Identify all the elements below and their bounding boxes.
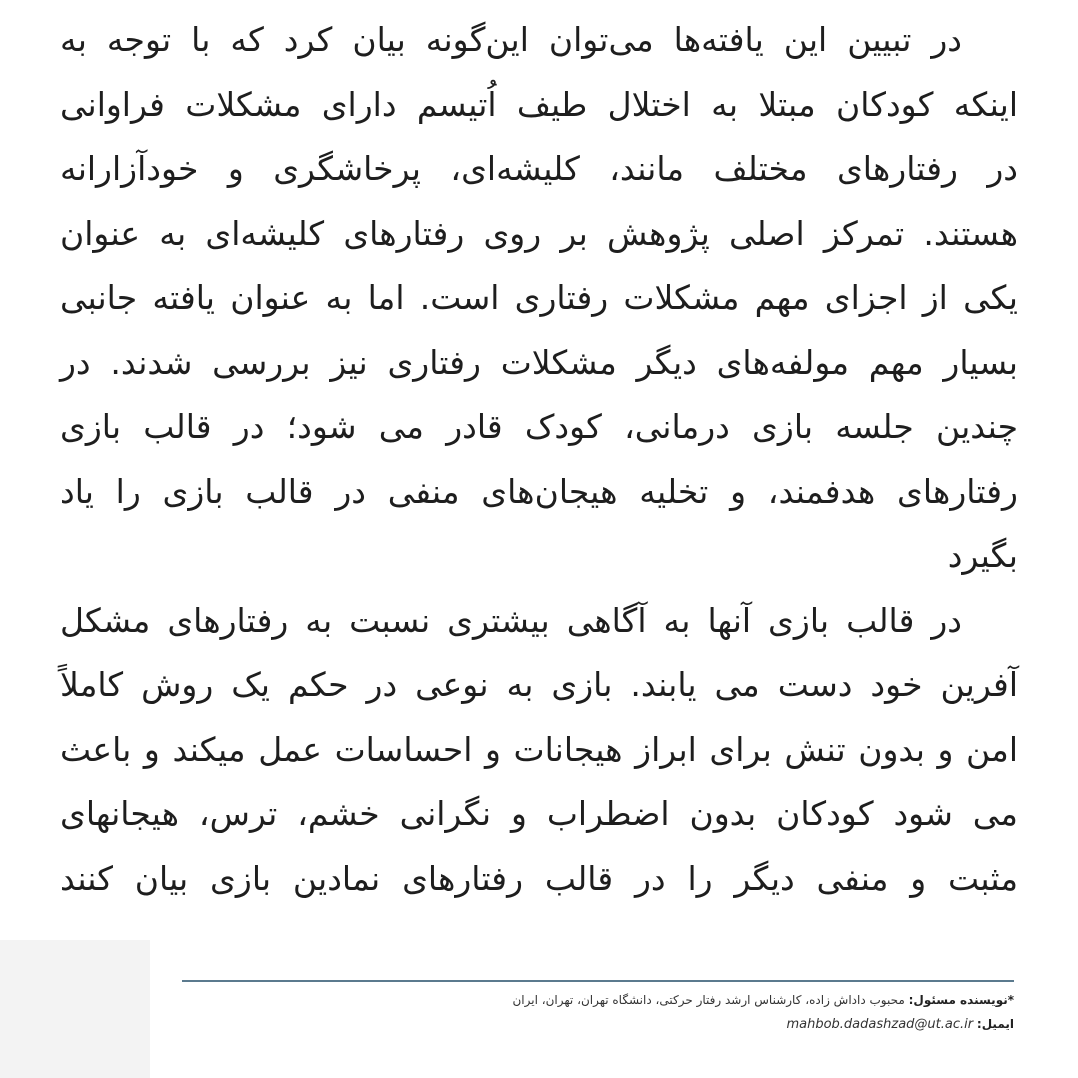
paragraph-1-line-9: بگیرد xyxy=(947,536,1018,575)
paragraph-2-line-1: در قالب بازی آنها به آگاهی بیشتری نسبت به رفتارهای مشکل xyxy=(60,600,962,640)
email-link[interactable]: mahbob.dadashzad@ut.ac.ir xyxy=(786,1017,974,1032)
footnote xyxy=(182,980,1014,1037)
author-note-text: محبوب داداش زاده، کارشناس ارشد رفتار حرکتی، دانشگاه تهران، تهران، ایران xyxy=(512,993,909,1007)
paragraph-1-line-4: هستند. تمرکز اصلی پژوهش بر روی رفتارهای کلیشه‌ای به عنوان xyxy=(60,213,1018,253)
paragraph-2-line-3: امن و بدون تنش برای ابراز هیجانات و احساسات عمل میکند و باعث xyxy=(60,729,1018,769)
paragraph-1-line-5: یکی از اجزای مهم مشکلات رفتاری است. اما به عنوان یافته جانبی xyxy=(60,278,1018,317)
paragraph-2-line-5: مثبت و منفی دیگر را در قالب رفتارهای نمادین بازی بیان کنند xyxy=(60,858,1018,898)
paragraph-1-line-7: چندین جلسه بازی درمانی، کودک قادر می شود؛ در قالب بازی xyxy=(60,407,1018,446)
paragraph-1-line-2: اینکه کودکان مبتلا به اختلال طیف اُتیسم دارای مشکلات فراوانی xyxy=(60,84,1018,124)
email-label: ایمیل: xyxy=(976,1017,1014,1031)
scan-margin xyxy=(0,940,150,1078)
paragraph-1-line-8: رفتارهای هدفمند، و تخلیه هیجان‌های منفی در قالب بازی را یاد xyxy=(60,471,1018,511)
paragraph-1 xyxy=(60,8,1018,589)
paragraph-1-line-1: در تبیین این یافته‌ها می‌توان این‌گونه بیان کرد که با توجه به xyxy=(60,20,962,59)
author-note xyxy=(182,988,1014,1012)
paragraph-2-line-4: می شود کودکان بدون اضطراب و نگرانی خشم، ترس، هیجانهای xyxy=(60,794,1018,833)
paragraph-2 xyxy=(60,589,1018,912)
article-body xyxy=(60,8,1018,911)
footnote-divider xyxy=(182,980,1014,982)
author-note-label: *نویسنده مسئول: xyxy=(908,993,1014,1007)
paragraph-2-line-2: آفرین خود دست می یابند. بازی به نوعی در حکم یک روش کاملاً xyxy=(60,665,1018,704)
email-line xyxy=(182,1012,1014,1037)
paragraph-1-line-6: بسیار مهم مولفه‌های دیگر مشکلات رفتاری نیز بررسی شدند. در xyxy=(60,342,1018,382)
paragraph-1-line-3: در رفتارهای مختلف مانند، کلیشه‌ای، پرخاشگری و خودآزارانه xyxy=(60,149,1018,188)
